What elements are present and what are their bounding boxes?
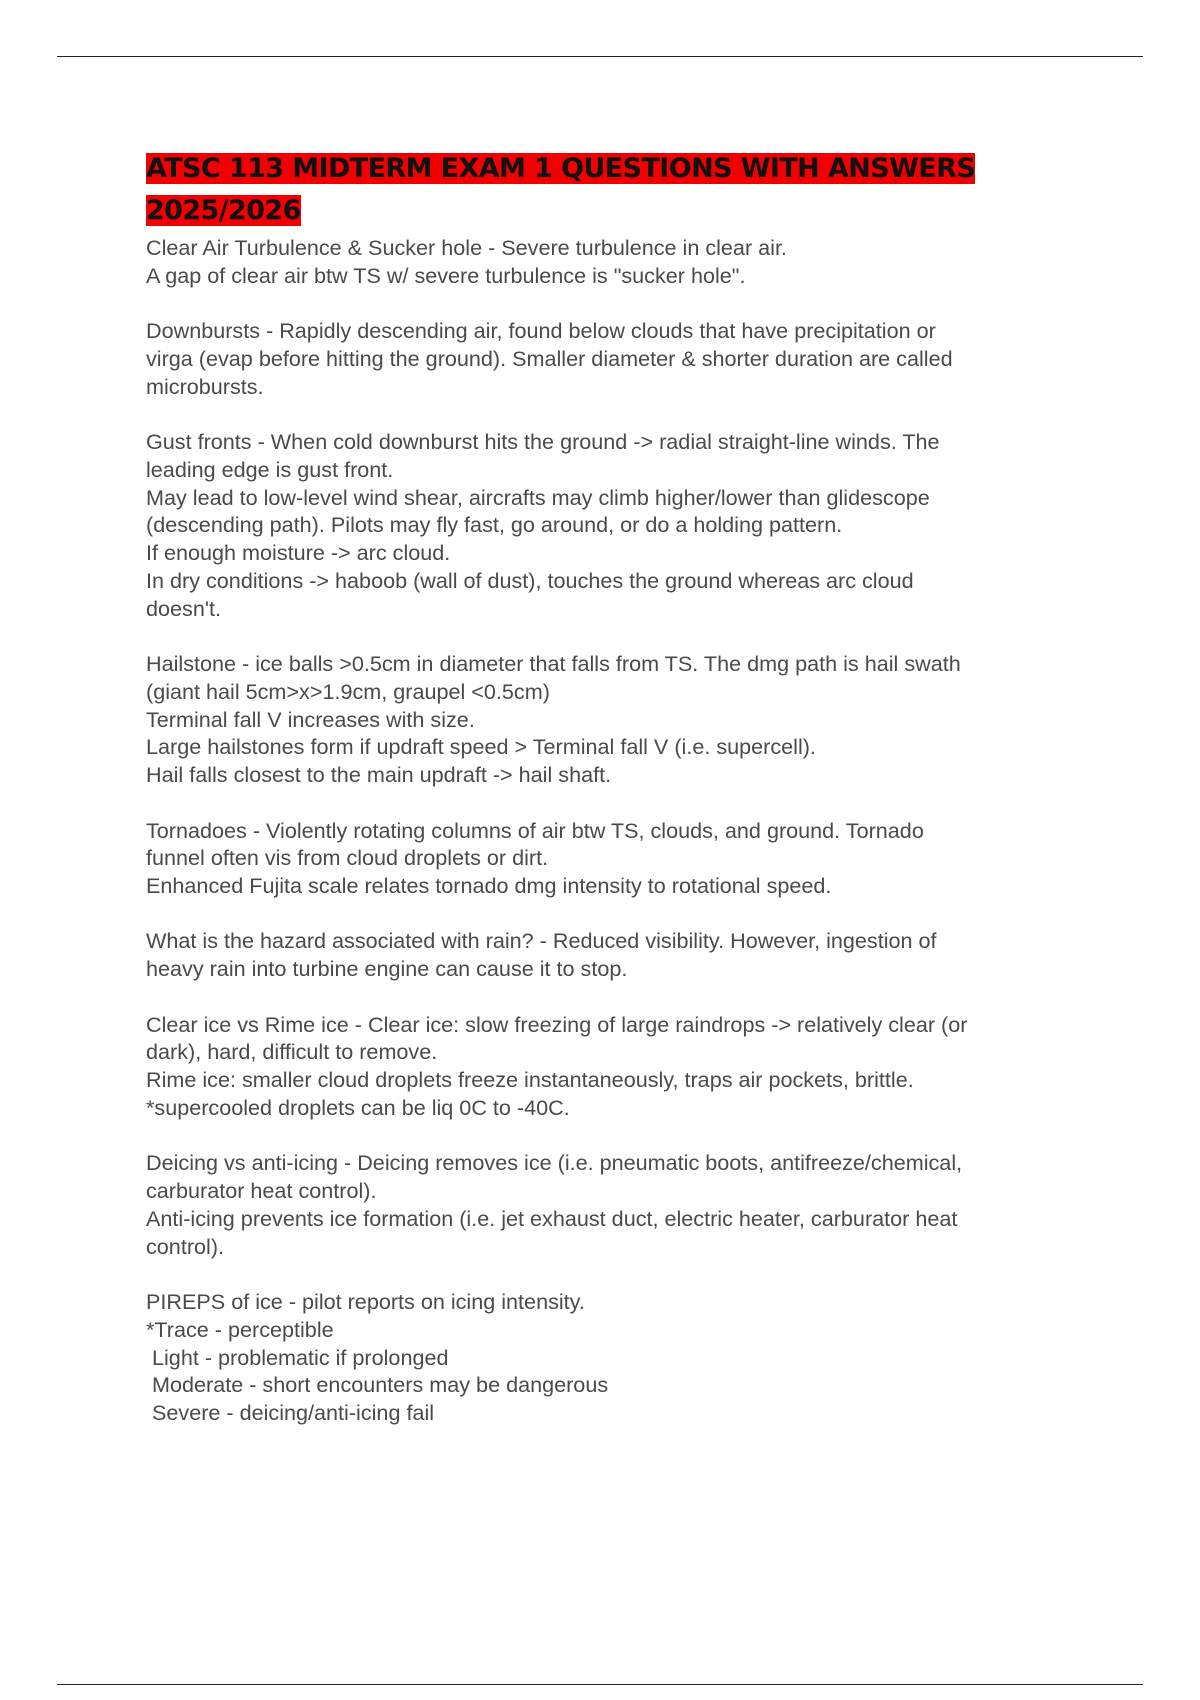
entry-line: Clear ice vs Rime ice - Clear ice: slow freezing of large raindrops -> relatively clear (or: [146, 1011, 968, 1037]
page-top-rule: [57, 56, 1143, 57]
entry-line: A gap of clear air btw TS w/ severe turbulence is "sucker hole".: [146, 262, 746, 288]
entry-line: Light - problematic if prolonged: [146, 1344, 449, 1370]
entry-line: (giant hail 5cm>x>1.9cm, graupel <0.5cm): [146, 678, 550, 704]
entry-line: Hailstone - ice balls >0.5cm in diameter that falls from TS. The dmg path is hail swath: [146, 651, 961, 677]
qa-entry: [146, 650, 1076, 789]
qa-entry: [146, 1011, 1076, 1122]
entry-line: Downbursts - Rapidly descending air, found below clouds that have precipitation or: [146, 318, 936, 344]
entry-line: May lead to low-level wind shear, aircrafts may climb higher/lower than glidescope: [146, 484, 930, 510]
qa-entry: [146, 1288, 1076, 1427]
entry-line: *supercooled droplets can be liq 0C to -40C.: [146, 1094, 570, 1120]
qa-entry: [146, 234, 1076, 290]
entry-line: Large hailstones form if updraft speed > Terminal fall V (i.e. supercell).: [146, 734, 816, 760]
entry-line: Severe - deicing/anti-icing fail: [146, 1400, 435, 1426]
entry-line: Rime ice: smaller cloud droplets freeze instantaneously, traps air pockets, brittle.: [146, 1067, 914, 1093]
entry-line: carburator heat control).: [146, 1178, 377, 1204]
entry-line: heavy rain into turbine engine can cause it to stop.: [146, 956, 628, 982]
entry-line: control).: [146, 1233, 225, 1259]
entry-line: funnel often vis from cloud droplets or dirt.: [146, 845, 549, 871]
entry-line: virga (evap before hitting the ground). Smaller diameter & shorter duration are called: [146, 345, 953, 371]
entry-line: leading edge is gust front.: [146, 456, 394, 482]
qa-entry: [146, 927, 1076, 983]
entry-line: Terminal fall V increases with size.: [146, 706, 475, 732]
document-title-text: ATSC 113 MIDTERM EXAM 1 QUESTIONS WITH ANSWERS 2025/2026: [146, 153, 976, 226]
qa-entry: [146, 428, 1076, 623]
entry-line: Gust fronts - When cold downburst hits the ground -> radial straight-line winds. The: [146, 428, 940, 454]
entry-line: In dry conditions -> haboob (wall of dust), touches the ground whereas arc cloud: [146, 567, 914, 593]
page-bottom-rule: [57, 1684, 1143, 1685]
entry-line: microbursts.: [146, 373, 264, 399]
entry-line: Clear Air Turbulence & Sucker hole - Severe turbulence in clear air.: [146, 235, 787, 260]
entry-line: (descending path). Pilots may fly fast, go around, or do a holding pattern.: [146, 512, 843, 538]
entry-line: What is the hazard associated with rain? - Reduced visibility. However, ingestion of: [146, 928, 937, 954]
entry-line: doesn't.: [146, 595, 221, 621]
entry-line: PIREPS of ice - pilot reports on icing intensity.: [146, 1288, 585, 1314]
document-title: [146, 148, 1076, 232]
entry-line: Tornadoes - Violently rotating columns of air btw TS, clouds, and ground. Tornado: [146, 817, 924, 843]
document-body: [146, 148, 1076, 1454]
entry-line: Hail falls closest to the main updraft -> hail shaft.: [146, 762, 612, 788]
entry-line: Deicing vs anti-icing - Deicing removes ice (i.e. pneumatic boots, antifreeze/chemical,: [146, 1150, 963, 1176]
entry-line: Moderate - short encounters may be dangerous: [146, 1372, 609, 1398]
entry-line: dark), hard, difficult to remove.: [146, 1039, 438, 1065]
entry-list: [146, 234, 1076, 1427]
entry-line: If enough moisture -> arc cloud.: [146, 540, 451, 566]
qa-entry: [146, 317, 1076, 400]
qa-entry: [146, 817, 1076, 900]
qa-entry: [146, 1149, 1076, 1260]
entry-line: *Trace - perceptible: [146, 1316, 334, 1342]
entry-line: Enhanced Fujita scale relates tornado dmg intensity to rotational speed.: [146, 873, 832, 899]
entry-line: Anti-icing prevents ice formation (i.e. jet exhaust duct, electric heater, carburator heat: [146, 1205, 958, 1231]
